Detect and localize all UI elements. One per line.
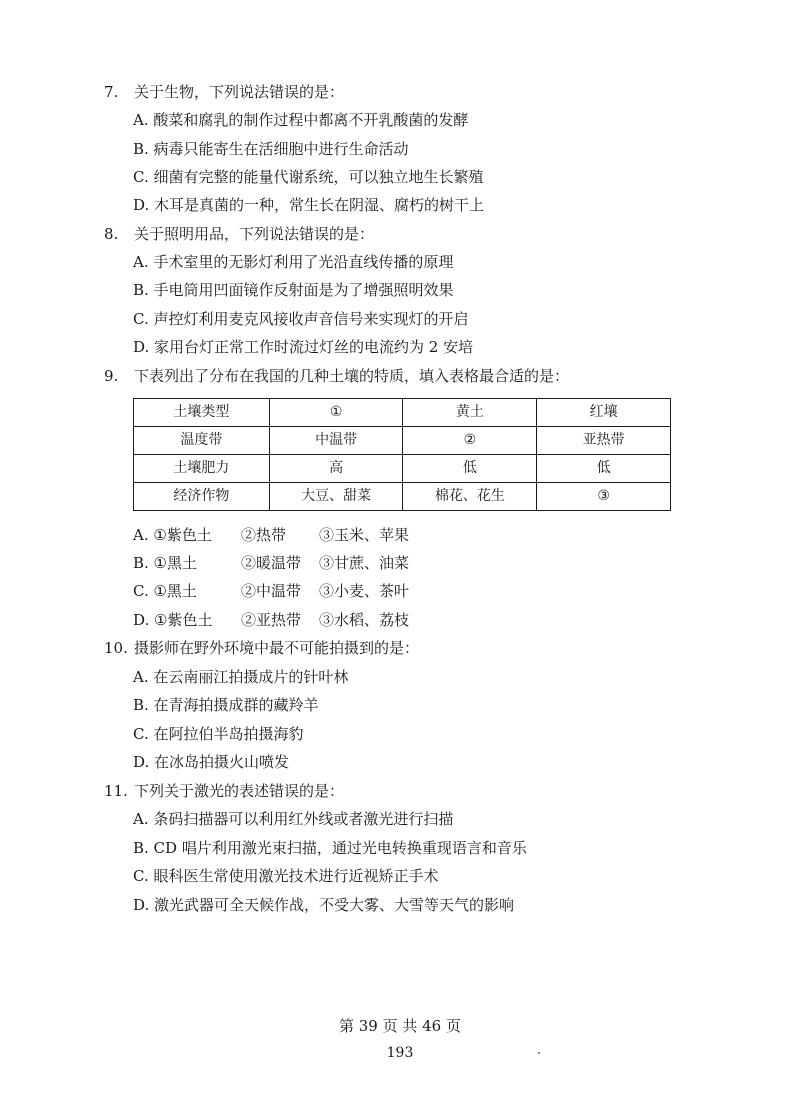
table-cell: 土壤类型 <box>134 399 270 427</box>
table-cell: 棉花、花生 <box>403 483 537 511</box>
table-cell: ① <box>269 399 403 427</box>
table-cell: 中温带 <box>269 427 403 455</box>
question-8-option-b: B. 手电筒用凹面镜作反射面是为了增强照明效果 <box>133 281 454 299</box>
option-part: ②中温带 <box>241 582 302 600</box>
question-text: 关于照明用品，下列说法错误的是： <box>134 225 375 243</box>
option-part: ②热带 <box>241 526 287 544</box>
question-11-option-d: D. 激光武器可全天候作战，不受大雾、大雪等天气的影响 <box>133 896 515 914</box>
question-7-option-b: B. 病毒只能寄生在活细胞中进行生命活动 <box>133 140 409 158</box>
scan-speck <box>538 1052 540 1054</box>
table-cell: ② <box>403 427 537 455</box>
question-7-option-a: A. 酸菜和腐乳的制作过程中都离不开乳酸菌的发酵 <box>133 111 469 129</box>
question-number: 11. <box>104 782 128 800</box>
question-text: 关于生物，下列说法错误的是： <box>134 83 345 101</box>
question-8-stem <box>104 224 374 244</box>
table-cell: 红壤 <box>537 399 671 427</box>
table-cell: 土壤肥力 <box>134 455 270 483</box>
table-cell: 经济作物 <box>134 483 270 511</box>
question-7-option-c: C. 细菌有完整的能量代谢系统，可以独立地生长繁殖 <box>133 168 484 186</box>
option-part: C. ①黑土 <box>133 582 197 600</box>
question-7-option-d: D. 木耳是真菌的一种，常生长在阴湿、腐朽的树干上 <box>133 196 485 214</box>
table-cell: 亚热带 <box>537 427 671 455</box>
question-number: 9. <box>104 367 119 385</box>
option-part: ②亚热带 <box>241 611 302 629</box>
question-10-option-d: D. 在冰岛拍摄火山喷发 <box>133 753 290 771</box>
question-number: 8. <box>104 225 119 243</box>
table-row <box>134 399 671 427</box>
question-text: 下表列出了分布在我国的几种土壤的特质，填入表格最合适的是： <box>134 367 570 385</box>
option-part: ③小麦、茶叶 <box>319 582 410 600</box>
question-9-stem <box>104 366 569 386</box>
question-10-stem <box>104 638 419 658</box>
page-number: 193 <box>386 1045 414 1061</box>
option-part: B. ①黑土 <box>133 554 198 572</box>
question-number: 10. <box>104 639 128 657</box>
question-9-option-b <box>133 553 409 573</box>
question-8-option-c: C. 声控灯利用麦克风接收声音信号来实现灯的开启 <box>133 310 469 328</box>
question-11-option-a: A. 条码扫描器可以利用红外线或者激光进行扫描 <box>133 810 454 828</box>
option-part: D. ①紫色土 <box>133 611 213 629</box>
option-part: ③水稻、荔枝 <box>319 611 410 629</box>
table-cell: 高 <box>269 455 403 483</box>
table-cell: 低 <box>537 455 671 483</box>
question-11-option-c: C. 眼科医生常使用激光技术进行近视矫正手术 <box>133 867 439 885</box>
table-row <box>134 427 671 455</box>
question-10-option-b: B. 在青海拍摄成群的藏羚羊 <box>133 696 319 714</box>
question-11-option-b: B. CD 唱片利用激光束扫描，通过光电转换重现语言和音乐 <box>133 839 527 857</box>
question-number: 7. <box>104 83 119 101</box>
table-cell: 低 <box>403 455 537 483</box>
question-9-option-c <box>133 581 409 601</box>
table-row <box>134 455 671 483</box>
table-cell: ③ <box>537 483 671 511</box>
page-footer-label: 第 39 页 共 46 页 <box>338 1017 461 1035</box>
question-11-stem <box>104 781 344 801</box>
question-text: 下列关于激光的表述错误的是： <box>134 782 345 800</box>
option-part: A. ①紫色土 <box>133 526 212 544</box>
soil-table <box>133 398 671 511</box>
table-cell: 大豆、甜菜 <box>269 483 403 511</box>
question-8-option-a: A. 手术室里的无影灯利用了光沿直线传播的原理 <box>133 253 454 271</box>
question-10-option-a: A. 在云南丽江拍摄成片的针叶林 <box>133 668 349 686</box>
question-10-option-c: C. 在阿拉伯半岛拍摄海豹 <box>133 725 304 743</box>
option-part: ③玉米、苹果 <box>319 526 410 544</box>
question-9-option-a <box>133 525 409 545</box>
question-text: 摄影师在野外环境中最不可能拍摄到的是： <box>134 639 420 657</box>
question-7-stem <box>104 82 344 102</box>
table-row <box>134 483 671 511</box>
question-8-option-d: D. 家用台灯正常工作时流过灯丝的电流约为 2 安培 <box>133 338 474 356</box>
question-9-option-d <box>133 610 409 630</box>
option-part: ③甘蔗、油菜 <box>319 554 410 572</box>
option-part: ②暖温带 <box>241 554 302 572</box>
table-cell: 黄土 <box>403 399 537 427</box>
table-cell: 温度带 <box>134 427 270 455</box>
